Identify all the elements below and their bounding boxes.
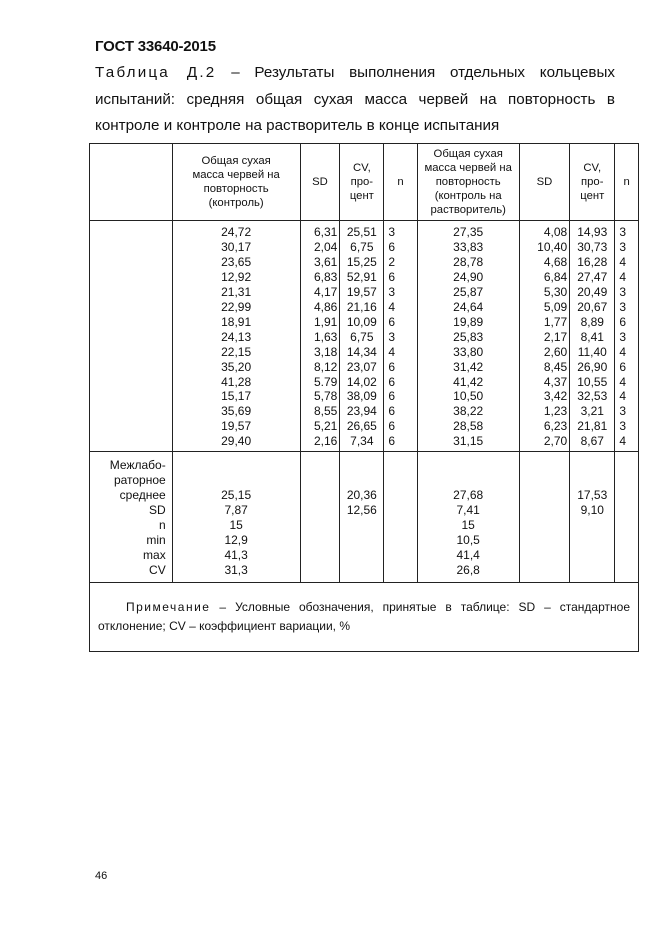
table-cell: 6 [388, 359, 396, 374]
table-cell: 20,67 [577, 299, 608, 314]
table-cell: 4 [619, 254, 626, 269]
stat-value [418, 473, 519, 488]
caption-text-line1: – Результаты выполнения отдельных кольцевых [216, 64, 616, 81]
table-cell: 3 [619, 239, 626, 254]
table-cell: 4 [619, 374, 626, 389]
col-mass-solvent [417, 221, 519, 452]
table-cell: 1,91 [313, 314, 338, 329]
stat-value: 9,10 [580, 503, 604, 518]
stats-cv-solvent [570, 452, 615, 583]
col-n-control [384, 221, 417, 452]
stat-label: SD [149, 503, 166, 518]
header-n-solvent: n [615, 144, 639, 221]
stat-value [173, 473, 300, 488]
table-cell: 6 [619, 359, 626, 374]
header-line: (контроль на [434, 190, 502, 202]
table-cell: 4 [619, 344, 626, 359]
col-n-solvent [615, 221, 639, 452]
table-cell: 28,58 [453, 419, 484, 434]
table-cell: 31,42 [453, 359, 484, 374]
table-cell: 19,57 [346, 284, 377, 299]
table-cell: 1,63 [313, 329, 338, 344]
stats-sd-solvent [519, 452, 569, 583]
table-cell: 4 [388, 344, 396, 359]
table-cell: 6 [388, 389, 396, 404]
stat-value [570, 533, 614, 548]
results-table [89, 143, 639, 652]
table-cell: 2,60 [543, 344, 568, 359]
table-cell: 3 [619, 419, 626, 434]
header-cv-solvent [570, 144, 615, 221]
col-mass-control [172, 221, 300, 452]
header-line: Общая сухая [433, 148, 503, 160]
stats-sd-control [300, 452, 340, 583]
col-sd-solvent [519, 221, 569, 452]
table-cell: 3 [388, 225, 396, 239]
table-cell: 4 [388, 299, 396, 314]
table-cell: 3,61 [313, 254, 338, 269]
stat-label: CV [149, 562, 166, 577]
stat-value [340, 458, 383, 473]
table-cell: 4,08 [543, 225, 568, 239]
table-cell: 6,23 [543, 419, 568, 434]
header-line: цент [580, 190, 605, 202]
table-cell: 10,50 [453, 389, 484, 404]
stat-value: 7,41 [456, 503, 480, 518]
stats-n-solvent [615, 452, 639, 583]
stat-value: 27,68 [453, 488, 484, 503]
table-cell: 6 [388, 434, 396, 449]
table-cell: 11,40 [577, 344, 607, 359]
table-cell: 19,89 [453, 314, 484, 329]
table-cell: 4,68 [543, 254, 568, 269]
table-cell: 35,69 [221, 404, 252, 419]
stat-value [570, 563, 614, 578]
data-rows-block [90, 221, 639, 452]
page-number: 46 [95, 870, 108, 882]
table-cell: 2 [388, 254, 396, 269]
table-cell: 30,17 [221, 239, 252, 254]
table-cell: 8,89 [580, 314, 604, 329]
table-cell: 25,51 [346, 225, 377, 239]
table-cell: 8,67 [580, 434, 604, 449]
stat-label: min [146, 533, 166, 548]
table-cell: 3,18 [313, 344, 338, 359]
header-mass-solvent [417, 144, 519, 221]
table-cell: 18,91 [221, 314, 252, 329]
table-cell: 26,90 [577, 359, 608, 374]
table-cell: 15,17 [221, 389, 252, 404]
caption-text-line2: испытаний: средняя общая сухая масса червей на повторность в [95, 90, 615, 108]
table-cell: 7,34 [350, 434, 374, 449]
stat-value [570, 548, 614, 563]
table-cell: 21,81 [577, 419, 608, 434]
table-cell: 6 [619, 314, 626, 329]
note-row [90, 582, 639, 651]
table-cell: 32,53 [577, 389, 608, 404]
table-cell: 27,47 [577, 269, 608, 284]
header-line: CV, [352, 162, 371, 174]
col-cv-solvent [570, 221, 615, 452]
stats-mass-solvent [417, 452, 519, 583]
table-cell: 2,16 [313, 434, 338, 449]
table-cell: 14,34 [346, 344, 377, 359]
stat-value: 41,3 [224, 548, 248, 563]
table-cell: 3,21 [580, 404, 604, 419]
table-cell: 25,87 [453, 284, 484, 299]
table-cell: 10,09 [346, 314, 377, 329]
table-cell: 27,35 [453, 225, 484, 239]
stat-label: Межлабо- [109, 458, 166, 473]
table-note [90, 582, 639, 651]
table-cell: 38,09 [346, 389, 377, 404]
table-cell: 2,70 [543, 434, 568, 449]
table-cell: 41,28 [221, 374, 252, 389]
header-line: повторность [203, 183, 269, 195]
table-cell: 3 [619, 299, 626, 314]
table-cell: 10,40 [537, 239, 568, 254]
table-cell: 41,42 [453, 374, 484, 389]
stats-block [90, 452, 639, 583]
header-line: (контроль) [208, 197, 264, 209]
table-cell: 23,65 [221, 254, 252, 269]
table-cell: 4 [619, 269, 626, 284]
table-cell: 3 [619, 329, 626, 344]
stat-value: 12,9 [224, 533, 248, 548]
stats-n-control [384, 452, 417, 583]
table-cell: 20,49 [577, 284, 608, 299]
table-cell: 5.79 [313, 374, 338, 389]
header-line: растворитель) [430, 204, 506, 216]
table-cell: 23,07 [346, 359, 377, 374]
stat-label: max [143, 548, 166, 563]
table-cell: 33,80 [453, 344, 484, 359]
stat-value: 17,53 [577, 488, 608, 503]
col-sd-control [300, 221, 340, 452]
table-cell: 10,55 [577, 374, 608, 389]
table-cell: 23,94 [346, 404, 377, 419]
stat-value: 26,8 [456, 562, 480, 577]
table-caption [95, 60, 615, 140]
lab-column [90, 221, 173, 452]
table-cell: 12,92 [221, 269, 252, 284]
header-line: про- [581, 176, 604, 188]
table-cell: 3 [619, 225, 626, 239]
header-cv-control [340, 144, 384, 221]
table-cell: 6 [388, 374, 396, 389]
table-cell: 14,02 [346, 374, 377, 389]
stat-value [340, 518, 383, 533]
table-cell: 26,65 [346, 419, 377, 434]
table-cell: 24,13 [221, 329, 252, 344]
standard-number: ГОСТ 33640-2015 [95, 38, 216, 55]
header-line: про- [350, 176, 374, 188]
table-cell: 38,22 [453, 404, 484, 419]
table-cell: 1,23 [543, 404, 568, 419]
stat-value: 15 [229, 518, 243, 533]
table-cell: 33,83 [453, 239, 484, 254]
table-cell: 29,40 [221, 434, 252, 449]
stat-value [418, 458, 519, 473]
table-cell: 8,41 [580, 329, 604, 344]
table-cell: 1,77 [543, 314, 568, 329]
stat-value: 41,4 [456, 548, 480, 563]
table-cell: 14,93 [577, 225, 608, 239]
stat-value: 20,36 [346, 488, 377, 503]
table-cell: 19,57 [221, 419, 252, 434]
table-cell: 30,73 [577, 239, 608, 254]
header-sd-control: SD [300, 144, 340, 221]
col-cv-control [340, 221, 384, 452]
stat-value [340, 563, 383, 578]
table-cell: 6,83 [313, 269, 338, 284]
table-cell: 6 [388, 419, 396, 434]
header-line: Общая сухая [201, 155, 271, 167]
stat-value [340, 533, 383, 548]
table-cell: 21,31 [221, 284, 252, 299]
header-line: повторность [435, 176, 501, 188]
header-mass-control [172, 144, 300, 221]
table-cell: 4 [619, 434, 626, 449]
stat-value: 25,15 [221, 488, 252, 503]
table-cell: 5,78 [313, 389, 338, 404]
table-cell: 35,20 [221, 359, 252, 374]
table-cell: 22,99 [221, 299, 252, 314]
table-cell: 6,75 [350, 329, 374, 344]
table-cell: 6 [388, 269, 396, 284]
header-line: масса червей на [192, 169, 280, 181]
caption-text-line3: контроле и контроле на растворитель в конце испытания [95, 117, 500, 134]
stat-value: 7,87 [224, 503, 248, 518]
table-cell: 4,37 [543, 374, 568, 389]
table-cell: 25,83 [453, 329, 484, 344]
table-cell: 3 [388, 284, 396, 299]
table-cell: 4,86 [313, 299, 338, 314]
stat-value: 10,5 [456, 533, 480, 548]
table-cell: 3,42 [543, 389, 568, 404]
table-cell: 6,31 [313, 225, 338, 239]
table-cell: 4,17 [313, 284, 338, 299]
table-cell: 2,17 [543, 329, 568, 344]
stat-value: 31,3 [224, 562, 248, 577]
stat-label: среднее [119, 488, 166, 503]
stats-mass-control [172, 452, 300, 583]
header-row [90, 144, 639, 221]
stat-label: n [159, 518, 166, 533]
table-cell: 28,78 [453, 254, 484, 269]
stat-value [570, 473, 614, 488]
stat-value: 12,56 [346, 503, 377, 518]
stat-value [340, 548, 383, 563]
table-cell: 6 [388, 314, 396, 329]
stats-labels [90, 452, 173, 583]
header-sd-solvent: SD [519, 144, 569, 221]
header-line: CV, [583, 162, 602, 174]
header-blank [90, 144, 173, 221]
table-cell: 8,55 [313, 404, 338, 419]
table-cell: 5,21 [313, 419, 338, 434]
stat-value: 15 [461, 518, 475, 533]
table-cell: 24,64 [453, 299, 484, 314]
note-text: – Условные обозначения, принятые в таблице: SD – стандартное отклонение; CV – коэффициент вариации, % [98, 599, 630, 633]
table-cell: 21,16 [346, 299, 377, 314]
table-cell: 6,84 [543, 269, 568, 284]
stat-value [570, 518, 614, 533]
header-line: цент [349, 190, 374, 202]
table-cell: 6 [388, 239, 396, 254]
header-line: масса червей на [424, 162, 512, 174]
table-cell: 5,30 [543, 284, 568, 299]
stat-value [173, 458, 300, 473]
table-cell: 24,90 [453, 269, 484, 284]
table-cell: 8,12 [313, 359, 338, 374]
stats-cv-control [340, 452, 384, 583]
table-cell: 24,72 [221, 225, 252, 239]
stat-value [570, 458, 614, 473]
stat-value [340, 473, 383, 488]
table-cell: 15,25 [346, 254, 377, 269]
table-cell: 31,15 [453, 434, 484, 449]
table-cell: 3 [619, 284, 626, 299]
table-cell: 22,15 [221, 344, 252, 359]
table-cell: 16,28 [577, 254, 608, 269]
note-title: Примечание [126, 599, 211, 614]
table-cell: 4 [619, 389, 626, 404]
stat-label: раторное [113, 473, 166, 488]
table-cell: 6,75 [350, 239, 374, 254]
table-cell: 2,04 [313, 239, 338, 254]
table-cell: 3 [619, 404, 626, 419]
table-cell: 52,91 [346, 269, 377, 284]
table-cell: 8,45 [543, 359, 568, 374]
header-n-control: n [384, 144, 417, 221]
table-cell: 3 [388, 329, 396, 344]
table-cell: 6 [388, 404, 396, 419]
caption-label: Таблица Д.2 [95, 64, 217, 81]
table-cell: 5,09 [543, 299, 568, 314]
